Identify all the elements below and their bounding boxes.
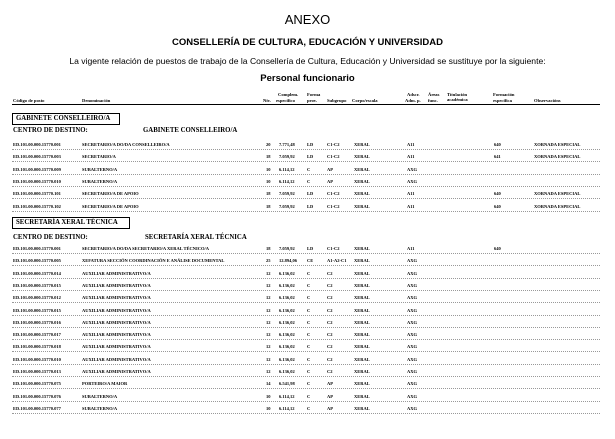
row-separator [12,302,600,303]
cell-forma: C [307,344,311,350]
cell-corpo: XERAL [354,142,370,147]
cell-code: ED.101.00.000.15770.013 [13,369,61,374]
centro-value-gabinete: GABINETE CONSELLEIRO/A [143,127,238,134]
cell-denominacion: AUXILIAR ADMINISTRATIVO/A [82,282,151,288]
cell-subgrupo: C2 [327,307,333,313]
cell-code: ED.101.00.000.15770.076 [13,393,61,399]
cell-observaciones: XORNADA ESPECIAL [534,142,581,147]
cell-complemento: 6.136,02 [279,295,295,301]
centro-label-secretaria: CENTRO DE DESTINO: [13,234,88,241]
cell-adscr: AXG [407,356,417,362]
row-separator [12,211,600,212]
cell-complemento: 6.114,12 [279,393,295,399]
cell-subgrupo: C2 [327,270,333,276]
cell-level: 12 [266,332,271,338]
cell-denominacion: AUXILIAR ADMINISTRATIVO/A [82,270,151,276]
cell-subgrupo: C1-C2 [327,142,340,147]
cell-complemento: 6.114,12 [279,166,295,172]
cell-subgrupo: C2 [327,282,333,288]
cell-level: 10 [266,166,271,172]
cell-observaciones: XORNADA ESPECIAL [534,203,581,209]
cell-corpo: XERAL [354,154,370,160]
cell-denominacion: AUXILIAR ADMINISTRATIVO/A [82,369,151,374]
col-header-forma-1: Forma [307,92,321,97]
cell-level: 12 [266,307,271,313]
cell-subgrupo: AP [327,381,333,387]
col-header-corpo: Corpo/escala [352,98,378,103]
cell-denominacion: AUXILIAR ADMINISTRATIVO/A [82,332,151,338]
cell-code: ED.101.00.000.15770.015 [13,282,61,288]
cell-forma: C [307,307,311,313]
cell-code: ED.101.00.000.15770.077 [13,405,61,411]
cell-code: ED.101.00.000.15770.012 [13,295,61,301]
cell-subgrupo: AP [327,393,333,399]
cell-code: ED.101.00.000.15770.014 [13,270,61,276]
cell-subgrupo: C1-C2 [327,203,340,209]
cell-complemento: 7.059,92 [279,246,295,251]
cell-subgrupo: C1-C2 [327,191,340,197]
cell-level: 10 [266,393,271,399]
cell-corpo: XERAL [354,344,370,350]
cell-complemento: 6.136,02 [279,270,295,276]
cell-complemento: 6.136,02 [279,369,295,374]
cell-level: 12 [266,369,271,374]
cell-adscr: AXG [407,307,417,313]
col-header-denominacion: Denominación [82,98,111,103]
cell-adscr: AXG [407,258,417,264]
cell-level: 12 [266,282,271,288]
row-separator [12,161,600,162]
cell-adscr: AXG [407,369,417,374]
cell-subgrupo: C2 [327,295,333,301]
intro-paragraph: La vigente relación de puestos de trabajo de la Consellería de Cultura, Educación y Universidad se sustituye por la siguiente: [69,56,546,66]
cell-level: 12 [266,270,271,276]
cell-adscr: A11 [407,191,415,197]
col-header-complemento-2: específico [276,98,295,103]
cell-level: 20 [266,142,271,147]
row-separator [12,290,600,291]
cell-subgrupo: C2 [327,332,333,338]
cell-denominacion: SECRETARIO/A DO/DA SECRETARIO/A XERAL TÉCNICO/A [82,246,210,251]
cell-denominacion: SUBALTERNO/A [82,393,118,399]
cell-subgrupo: C2 [327,319,333,325]
section-box-gabinete: GABINETE CONSELLEIRO/A [12,113,120,125]
col-header-formacion-1: Formación [493,92,515,97]
cell-corpo: XERAL [354,282,370,288]
row-separator [12,198,600,199]
cell-subgrupo: C2 [327,369,333,374]
cell-adscr: AXG [407,405,417,411]
cell-level: 18 [266,154,271,160]
cell-adscr: A11 [407,203,415,209]
cell-complemento: 7.059,92 [279,191,295,197]
cell-denominacion: PORTEIRO/A MAIOR [82,381,128,387]
col-header-formacion-2: específica [493,98,512,103]
cell-forma: CE [307,258,314,264]
cell-complemento: 6.136,02 [279,332,295,338]
cell-corpo: XERAL [354,178,370,184]
col-header-complemento-1: Complem. [278,92,299,97]
row-separator [12,327,600,328]
col-header-nivel: Nív. [263,98,271,103]
cell-denominacion: XEFATURA SECCIÓN COORDINACIÓN E ANÁLISE DOCUMENTAL [82,258,225,264]
cell-level: 18 [266,203,271,209]
cell-forma: C [307,332,311,338]
row-separator [12,186,600,187]
cell-corpo: XERAL [354,307,370,313]
cell-adscr: AXG [407,381,417,387]
cell-forma: LD [307,203,314,209]
row-separator [12,413,600,414]
cell-adscr: AXG [407,344,417,350]
cell-denominacion: SECRETARIO/A [82,154,116,160]
cell-corpo: XERAL [354,393,370,399]
cell-code: ED.101.00.000.15770.016 [13,319,61,325]
cell-complemento: 6.136,02 [279,282,295,288]
cell-level: 10 [266,178,271,184]
cell-subgrupo: AP [327,178,333,184]
cell-level: 12 [266,344,271,350]
cell-corpo: XERAL [354,166,370,172]
cell-observaciones: XORNADA ESPECIAL [534,191,581,197]
cell-denominacion: SUBALTERNO/A [82,166,118,172]
cell-adscr: AXG [407,393,417,399]
cell-denominacion: AUXILIAR ADMINISTRATIVO/A [82,319,151,325]
cell-level: 10 [266,405,271,411]
cell-code: ED.101.00.000.15770.003 [13,154,61,160]
col-header-adscr-2: Adm. p. [405,98,421,103]
cell-adscr: AXG [407,282,417,288]
cell-corpo: XERAL [354,246,370,251]
cell-denominacion: SUBALTERNO/A [82,405,118,411]
cell-complemento: 6.541,98 [279,381,295,387]
cell-forma: C [307,393,311,399]
cell-denominacion: AUXILIAR ADMINISTRATIVO/A [82,344,151,350]
document-title: ANEXO [284,12,331,27]
cell-adscr: A11 [407,154,415,160]
col-header-subgrupo: Subgrupo [327,98,347,103]
row-separator [12,364,600,365]
cell-complemento: 6.136,02 [279,356,295,362]
row-separator [12,265,600,266]
row-separator [12,351,600,352]
row-separator [12,315,600,316]
cell-level: 14 [266,381,271,387]
cell-forma: C [307,356,311,362]
centro-value-secretaria: SECRETARÍA XERAL TÉCNICA [145,234,247,241]
row-separator [12,149,600,150]
cell-denominacion: AUXILIAR ADMINISTRATIVO/A [82,307,151,313]
cell-corpo: XERAL [354,258,370,264]
section-box-secretaria: SECRETARÍA XERAL TÉCNICA [12,217,130,229]
cell-complemento: 7.771,48 [279,142,295,147]
cell-complemento: 7.059,92 [279,203,295,209]
cell-forma: LD [307,191,314,197]
row-separator [12,388,600,389]
cell-code: ED.101.00.000.15770.001 [13,246,61,251]
cell-corpo: XERAL [354,295,370,301]
cell-formacion: 641 [494,154,501,160]
col-header-areas-1: Áreas [428,92,440,97]
cell-denominacion: SECRETARIO/A DO/DA CONSELLEIRO/A [82,142,170,147]
cell-formacion: 640 [494,246,501,251]
cell-code: ED.101.00.000.15770.017 [13,332,61,338]
cell-adscr: AXG [407,332,417,338]
col-header-forma-2: prov. [307,98,317,103]
cell-denominacion: SECRETARIO/A DE APOIO [82,191,139,197]
cell-code: ED.101.00.000.15770.102 [13,203,61,209]
cell-level: 25 [266,258,271,264]
row-separator [12,278,600,279]
cell-adscr: AXG [407,319,417,325]
cell-adscr: A11 [407,246,415,251]
cell-forma: LD [307,154,314,160]
cell-code: ED.101.00.000.15770.018 [13,344,61,350]
cell-subgrupo: AP [327,405,333,411]
cell-code: ED.101.00.000.15770.009 [13,166,61,172]
cell-corpo: XERAL [354,203,370,209]
cell-forma: C [307,369,311,374]
cell-complemento: 6.136,02 [279,344,295,350]
cell-formacion: 640 [494,191,501,197]
cell-complemento: 6.114,12 [279,405,295,411]
col-header-codigo: Código de posto [13,98,45,103]
header-rule [12,104,600,105]
cell-subgrupo: AP [327,166,333,172]
cell-complemento: 7.059,92 [279,154,295,160]
col-header-titulacion: Titulación académica [447,92,468,102]
cell-forma: C [307,295,311,301]
row-separator [12,401,600,402]
cell-denominacion: SECRETARIO/A DE APOIO [82,203,139,209]
cell-adscr: AXG [407,270,417,276]
row-separator [12,174,600,175]
cell-forma: LD [307,142,314,147]
cell-adscr: AXG [407,295,417,301]
row-separator [12,376,600,377]
cell-subgrupo: A1-A2-C1 [327,258,347,264]
cell-adscr: AXG [407,178,417,184]
cell-complemento: 6.136,02 [279,307,295,313]
centro-label-gabinete: CENTRO DE DESTINO: [13,127,88,134]
cell-denominacion: AUXILIAR ADMINISTRATIVO/A [82,295,151,301]
cell-denominacion: SUBALTERNO/A [82,178,118,184]
cell-code: ED.101.00.000.15770.101 [13,191,61,197]
cell-forma: LD [307,246,314,251]
row-separator [12,339,600,340]
cell-subgrupo: C2 [327,356,333,362]
cell-code: ED.101.00.000.15770.001 [13,142,61,147]
cell-corpo: XERAL [354,405,370,411]
cell-subgrupo: C2 [327,344,333,350]
cell-forma: C [307,405,311,411]
cell-forma: C [307,270,311,276]
cell-level: 12 [266,319,271,325]
cell-forma: C [307,381,311,387]
personnel-heading: Personal funcionario [260,73,355,84]
cell-formacion: 640 [494,142,501,147]
cell-denominacion: AUXILIAR ADMINISTRATIVO/A [82,356,151,362]
cell-corpo: XERAL [354,369,370,374]
cell-level: 12 [266,356,271,362]
cell-adscr: AXG [407,166,417,172]
cell-adscr: A11 [407,142,415,147]
cell-level: 18 [266,246,271,251]
cell-corpo: XERAL [354,356,370,362]
cell-subgrupo: C1-C2 [327,246,340,251]
cell-forma: C [307,178,311,184]
cell-corpo: XERAL [354,381,370,387]
cell-code: ED.101.00.000.15770.010 [13,178,61,184]
cell-code: ED.101.00.000.15770.005 [13,258,61,264]
cell-corpo: XERAL [354,191,370,197]
cell-code: ED.101.00.000.15770.015 [13,307,61,313]
cell-complemento: 12.894,06 [279,258,297,264]
cell-subgrupo: C1-C2 [327,154,340,160]
cell-forma: C [307,166,311,172]
cell-level: 12 [266,295,271,301]
col-header-areas-2: func. [428,98,438,103]
cell-formacion: 640 [494,203,501,209]
cell-complemento: 6.114,12 [279,178,295,184]
cell-code: ED.101.00.000.15770.010 [13,356,61,362]
cell-forma: C [307,319,311,325]
cell-observaciones: XORNADA ESPECIAL [534,154,581,160]
col-header-adscr-1: Adscr. [407,92,420,97]
cell-corpo: XERAL [354,270,370,276]
department-heading: CONSELLERÍA DE CULTURA, EDUCACIÓN Y UNIVERSIDAD [172,37,443,48]
cell-forma: C [307,282,311,288]
cell-complemento: 6.136,02 [279,319,295,325]
col-header-observaciones: Observacións [534,98,561,103]
cell-corpo: XERAL [354,319,370,325]
cell-level: 18 [266,191,271,197]
row-separator [12,253,600,254]
cell-code: ED.101.00.000.15770.075 [13,381,61,387]
cell-corpo: XERAL [354,332,370,338]
